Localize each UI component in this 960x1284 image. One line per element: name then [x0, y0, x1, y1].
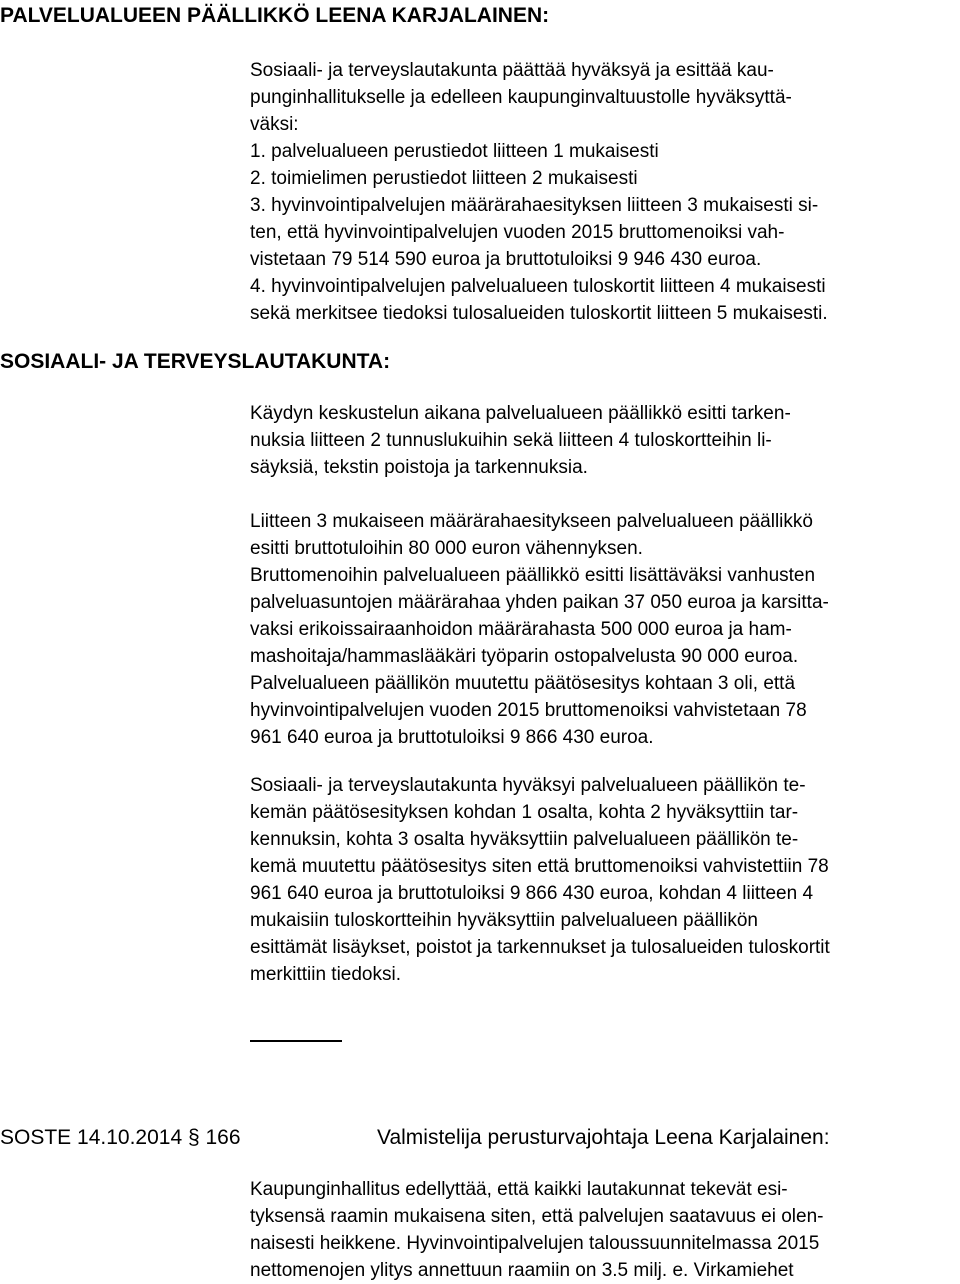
text-line: merkittiin tiedoksi.	[250, 964, 401, 985]
text-line: Käydyn keskustelun aikana palvelualueen päällikkö esitti tarken-	[250, 403, 791, 424]
text-line: sekä merkitsee tiedoksi tulosalueiden tuloskortit liitteen 5 mukaisesti.	[250, 303, 828, 324]
text-line: punginhallitukselle ja edelleen kaupunginvaltuustolle hyväksyttä-	[250, 87, 792, 108]
discussion-paragraph	[250, 400, 960, 481]
text-line: esittämät lisäykset, poistot ja tarkennukset ja tulosalueiden tuloskortit	[250, 937, 830, 958]
text-line: 961 640 euroa ja bruttotuloiksi 9 866 430 euroa.	[250, 727, 654, 748]
text-line: nettomenojen ylitys annettuun raamiin on 3.5 milj. e. Virkamiehet	[250, 1260, 794, 1281]
text-line: vaksi erikoissairaanhoidon määrärahasta 500 000 euroa ja ham-	[250, 619, 792, 640]
text-line: väksi:	[250, 114, 299, 135]
text-line: Sosiaali- ja terveyslautakunta päättää hyväksyä ja esittää kau-	[250, 60, 774, 81]
text-line: Bruttomenoihin palvelualueen päällikkö esitti lisättäväksi vanhusten	[250, 565, 816, 586]
section-heading-lautakunta: SOSIAALI- JA TERVEYSLAUTAKUNTA:	[0, 350, 391, 373]
text-line: 1. palvelualueen perustiedot liitteen 1 mukaisesti	[250, 141, 659, 162]
text-line: kemä muutettu päätösesitys siten että bruttomenoiksi vahvistettiin 78	[250, 856, 829, 877]
city-board-paragraph	[250, 1176, 960, 1284]
text-line: mashoitaja/hammaslääkäri työparin ostopalvelusta 90 000 euroa.	[250, 646, 799, 667]
text-line: ten, että hyvinvointipalvelujen vuoden 2015 bruttomenoiksi vah-	[250, 222, 785, 243]
proposal-text	[250, 57, 960, 327]
text-line: 4. hyvinvointipalvelujen palvelualueen tuloskortit liitteen 4 mukaisesti	[250, 276, 826, 297]
text-line: Liitteen 3 mukaiseen määrärahaesitykseen palvelualueen päällikkö	[250, 511, 813, 532]
text-line: 3. hyvinvointipalvelujen määrärahaesityksen liitteen 3 mukaisesti si-	[250, 195, 819, 216]
text-line: kennuksin, kohta 3 osalta hyväksyttiin palvelualueen päällikön te-	[250, 829, 799, 850]
text-line: kemän päätösesityksen kohdan 1 osalta, kohta 2 hyväksyttiin tar-	[250, 802, 799, 823]
text-line: naisesti heikkene. Hyvinvointipalvelujen taloussuunnitelmassa 2015	[250, 1233, 820, 1254]
text-line: Palvelualueen päällikön muutettu päätösesitys kohtaan 3 oli, että	[250, 673, 796, 694]
text-line: säyksiä, tekstin poistoja ja tarkennuksia.	[250, 457, 588, 478]
text-line: 961 640 euroa ja bruttotuloiksi 9 866 430 euroa, kohdan 4 liitteen 4	[250, 883, 814, 904]
text-line: palveluasuntojen määrärahaa yhden paikan 37 050 euroa ja karsitta-	[250, 592, 829, 613]
text-line: 2. toimielimen perustiedot liitteen 2 mukaisesti	[250, 168, 638, 189]
text-line: vistetaan 79 514 590 euroa ja bruttotuloiksi 9 946 430 euroa.	[250, 249, 762, 270]
text-line: Sosiaali- ja terveyslautakunta hyväksyi palvelualueen päällikön te-	[250, 775, 806, 796]
text-line: Kaupunginhallitus edellyttää, että kaikki lautakunnat tekevät esi-	[250, 1179, 788, 1200]
text-line: tyksensä raamin mukaisena siten, että palvelujen saatavuus ei olen-	[250, 1206, 824, 1227]
text-line: hyvinvointipalvelujen vuoden 2015 bruttomenoiksi vahvistetaan 78	[250, 700, 807, 721]
preparer-heading: Valmistelija perusturvajohtaja Leena Karjalainen:	[377, 1126, 830, 1149]
text-line: mukaisiin tuloskortteihin hyväksyttiin palvelualueen päällikön	[250, 910, 758, 931]
budget-changes-paragraph	[250, 508, 960, 751]
text-line: esitti bruttotuloihin 80 000 euron vähennyksen.	[250, 538, 643, 559]
decision-paragraph	[250, 772, 960, 988]
text-line: nuksia liitteen 2 tunnuslukuihin sekä liitteen 4 tuloskortteihin li-	[250, 430, 772, 451]
section-heading-palvelualueen-paallikko: PALVELUALUEEN PÄÄLLIKKÖ LEENA KARJALAINEN:	[0, 4, 550, 27]
meeting-reference: SOSTE 14.10.2014 § 166	[0, 1126, 241, 1149]
section-divider	[250, 1040, 342, 1042]
